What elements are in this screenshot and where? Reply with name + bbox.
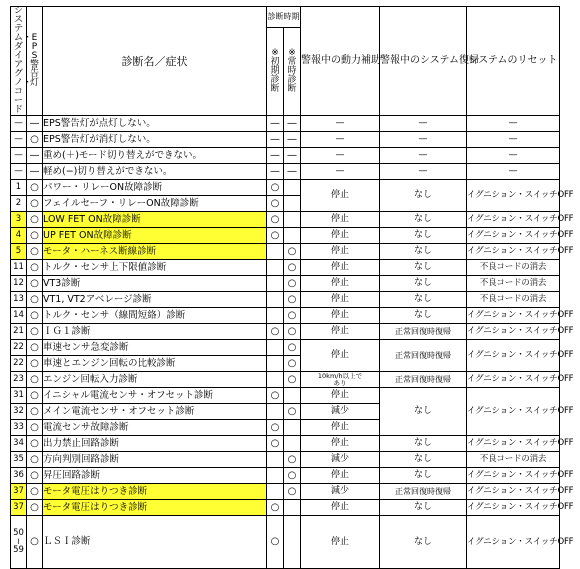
assist-cell: 停止	[301, 308, 380, 324]
initial-cell	[267, 244, 284, 260]
diagnosis-name-cell: 重め(＋)モード切り替えができない。	[43, 148, 267, 164]
restore-cell: —	[380, 116, 467, 132]
diagnosis-name-cell: 車速とエンジン回転の比較診断	[43, 356, 267, 372]
initial-cell	[267, 484, 284, 500]
initial-cell: ○	[267, 228, 284, 244]
table-row	[11, 388, 560, 404]
initial-cell: —	[267, 164, 284, 180]
lamp-cell: ○	[27, 308, 43, 324]
diagnosis-name-cell: パワー・リレーON故障診断	[43, 180, 267, 196]
initial-cell: —	[267, 148, 284, 164]
regular-cell: ○	[284, 356, 301, 372]
reset-cell: 不良コードの消去	[467, 276, 560, 292]
table-row	[11, 244, 560, 260]
restore-cell: なし	[380, 260, 467, 276]
table-row	[11, 500, 560, 516]
code-cell: 37	[11, 500, 27, 516]
lamp-cell: ○	[27, 196, 43, 212]
diagnosis-name-cell: EPS警告灯が消灯しない。	[43, 132, 267, 148]
diagnosis-name-cell: 車速センサ急変診断	[43, 340, 267, 356]
regular-cell: ○	[284, 276, 301, 292]
initial-cell: ○	[267, 180, 284, 196]
initial-cell	[267, 356, 284, 372]
code-cell: 11	[11, 260, 27, 276]
regular-cell: ○	[284, 484, 301, 500]
table-row	[11, 484, 560, 500]
reset-cell: イグニション・スイッチOFF	[467, 388, 560, 436]
initial-cell	[267, 292, 284, 308]
table-row	[11, 308, 560, 324]
initial-cell: ○	[267, 196, 284, 212]
regular-cell: ○	[284, 292, 301, 308]
assist-cell: 減少	[301, 404, 380, 420]
initial-cell: ○	[267, 212, 284, 228]
lamp-cell: ○	[27, 260, 43, 276]
code-cell: 23	[11, 372, 27, 388]
regular-cell	[284, 212, 301, 228]
restore-cell: なし	[380, 180, 467, 212]
table-row-lsi	[11, 516, 560, 569]
reset-cell: イグニション・スイッチOFF	[467, 516, 560, 569]
diagnosis-name-cell: 出力禁止回路診断	[43, 436, 267, 452]
assist-cell: 停止	[301, 340, 380, 372]
regular-cell: ○	[284, 324, 301, 340]
lamp-cell: ○	[27, 324, 43, 340]
initial-cell	[267, 404, 284, 420]
lamp-cell: ○	[27, 452, 43, 468]
table-row	[11, 164, 560, 180]
code-cell: 14	[11, 308, 27, 324]
assist-cell: 停止	[301, 324, 380, 340]
restore-cell: なし	[380, 292, 467, 308]
reset-cell: イグニション・スイッチOFF	[467, 340, 560, 372]
header-timing-group: 診断時期	[267, 7, 301, 28]
reset-cell: イグニション・スイッチOFF	[467, 484, 560, 500]
diagnosis-name-cell: UP FET ON故障診断	[43, 228, 267, 244]
lamp-cell: ○	[27, 420, 43, 436]
lamp-cell: —	[27, 148, 43, 164]
diagnosis-name-cell: 方向判別回路診断	[43, 452, 267, 468]
regular-cell: —	[284, 132, 301, 148]
lamp-cell: ○	[27, 516, 43, 569]
assist-cell: 停止	[301, 468, 380, 484]
header-reset: システムのリセット	[467, 7, 560, 116]
table-row	[11, 340, 560, 356]
diagnosis-name-cell: ＬＳＩ診断	[43, 516, 267, 569]
header-timing-regular: ※常時診断	[284, 27, 301, 115]
regular-cell	[284, 196, 301, 212]
initial-cell: ○	[267, 324, 284, 340]
reset-cell: イグニション・スイッチOFF	[467, 244, 560, 260]
lamp-cell: ○	[27, 356, 43, 372]
restore-cell: なし	[380, 436, 467, 452]
table-row	[11, 436, 560, 452]
lamp-cell: ○	[27, 244, 43, 260]
lamp-cell: ○	[27, 500, 43, 516]
initial-cell	[267, 308, 284, 324]
diagnosis-name-cell: 電流センサ故障診断	[43, 420, 267, 436]
assist-cell: 停止	[301, 388, 380, 404]
code-cell: 36	[11, 468, 27, 484]
header-assist: 警報中の動力補助	[301, 7, 380, 116]
initial-cell	[267, 276, 284, 292]
code-range-separator: ≀	[16, 536, 21, 547]
restore-cell: なし	[380, 452, 467, 468]
restore-cell: なし	[380, 516, 467, 569]
header-eps-lamp: EPS警告灯	[27, 7, 43, 116]
regular-cell	[284, 516, 301, 569]
diagnosis-name-cell: LOW FET ON故障診断	[43, 212, 267, 228]
diagnosis-name-cell: VT3診断	[43, 276, 267, 292]
code-cell: 1	[11, 180, 27, 196]
restore-cell: なし	[380, 212, 467, 228]
regular-cell	[284, 388, 301, 404]
diagnosis-name-cell: フェイルセーフ・リレーON故障診断	[43, 196, 267, 212]
table-row	[11, 372, 560, 388]
assist-cell: 停止	[301, 180, 380, 212]
regular-cell: ○	[284, 452, 301, 468]
diagnosis-name-cell: エンジン回転入力診断	[43, 372, 267, 388]
lamp-cell: ○	[27, 132, 43, 148]
assist-cell: —	[301, 116, 380, 132]
header-diagnosis-name: 診断名／症状	[43, 7, 267, 116]
initial-cell	[267, 452, 284, 468]
assist-cell: 停止	[301, 212, 380, 228]
lamp-cell: ○	[27, 212, 43, 228]
lamp-cell: ○	[27, 436, 43, 452]
assist-cell: 停止	[301, 500, 380, 516]
regular-cell: ○	[284, 244, 301, 260]
code-cell: —	[11, 148, 27, 164]
diagnosis-name-cell: モータ・ハーネス断線診断	[43, 244, 267, 260]
assist-cell: 停止	[301, 420, 380, 436]
diagnosis-name-cell: モータ電圧はりつき診断	[43, 484, 267, 500]
code-cell: 22	[11, 356, 27, 372]
diagnostic-code-table	[10, 6, 574, 569]
initial-cell: ○	[267, 500, 284, 516]
table-row	[11, 148, 560, 164]
initial-cell: —	[267, 132, 284, 148]
table-row	[11, 116, 560, 132]
restore-cell: 正常回復時復帰	[380, 324, 467, 340]
lamp-cell: ○	[27, 340, 43, 356]
code-cell: 32	[11, 404, 27, 420]
restore-cell: なし	[380, 244, 467, 260]
header-timing-initial: ※初期診断	[267, 27, 284, 115]
code-cell: 12	[11, 276, 27, 292]
diagnosis-name-cell: 昇圧回路診断	[43, 468, 267, 484]
regular-cell	[284, 420, 301, 436]
restore-cell: —	[380, 132, 467, 148]
restore-cell: なし	[380, 468, 467, 484]
reset-cell: イグニション・スイッチOFF	[467, 228, 560, 244]
reset-cell: イグニション・スイッチOFF	[467, 180, 560, 212]
table-row	[11, 276, 560, 292]
initial-cell	[267, 468, 284, 484]
reset-cell: —	[467, 116, 560, 132]
reset-cell: 不良コードの消去	[467, 292, 560, 308]
assist-cell: 減少	[301, 452, 380, 468]
initial-cell: ○	[267, 516, 284, 569]
diagnosis-name-cell: トルク・センサ上下限値診断	[43, 260, 267, 276]
header-restore: 警報中のシステム復帰	[380, 7, 467, 116]
table-row	[11, 212, 560, 228]
diagnosis-name-cell: ＩＧ１診断	[43, 324, 267, 340]
header-system-code: システム・ダイアグノ・コード	[11, 7, 27, 116]
restore-cell: —	[380, 148, 467, 164]
initial-cell: ○	[267, 436, 284, 452]
initial-cell: ○	[267, 420, 284, 436]
regular-cell: —	[284, 116, 301, 132]
code-cell: 4	[11, 228, 27, 244]
code-cell: —	[11, 116, 27, 132]
lamp-cell: ○	[27, 372, 43, 388]
code-cell: 3	[11, 212, 27, 228]
code-cell: —	[11, 132, 27, 148]
lamp-cell: ○	[27, 404, 43, 420]
table-row	[11, 292, 560, 308]
table-row	[11, 324, 560, 340]
lamp-cell: —	[27, 116, 43, 132]
reset-cell: —	[467, 164, 560, 180]
table-row	[11, 468, 560, 484]
code-cell: 2	[11, 196, 27, 212]
regular-cell: ○	[284, 260, 301, 276]
reset-cell: イグニション・スイッチOFF	[467, 372, 560, 388]
regular-cell: —	[284, 148, 301, 164]
assist-cell: 停止	[301, 260, 380, 276]
initial-cell: —	[267, 116, 284, 132]
initial-cell: ○	[267, 388, 284, 404]
restore-cell: なし	[380, 500, 467, 516]
diagnosis-name-cell: メイン電流センサ・オフセット診断	[43, 404, 267, 420]
regular-cell: ○	[284, 468, 301, 484]
table-row	[11, 228, 560, 244]
restore-cell: 正常回復時復帰	[380, 484, 467, 500]
reset-cell: 不良コードの消去	[467, 260, 560, 276]
regular-cell: —	[284, 164, 301, 180]
lamp-cell: ○	[27, 228, 43, 244]
code-cell: 34	[11, 436, 27, 452]
initial-cell	[267, 372, 284, 388]
reset-cell: —	[467, 148, 560, 164]
lamp-cell: —	[27, 164, 43, 180]
code-cell: —	[11, 164, 27, 180]
assist-cell: —	[301, 148, 380, 164]
reset-cell: イグニション・スイッチOFF	[467, 324, 560, 340]
diagnosis-name-cell: トルク・センサ（線間短絡）診断	[43, 308, 267, 324]
table-row	[11, 132, 560, 148]
assist-cell: 停止	[301, 516, 380, 569]
assist-cell: —	[301, 132, 380, 148]
table-row	[11, 180, 560, 196]
assist-cell: 停止	[301, 292, 380, 308]
restore-cell: 正常回復時復帰	[380, 372, 467, 388]
code-cell: 13	[11, 292, 27, 308]
lamp-cell: ○	[27, 484, 43, 500]
code-range-start: 50	[13, 528, 24, 539]
assist-cell: 停止	[301, 228, 380, 244]
reset-cell: イグニション・スイッチOFF	[467, 500, 560, 516]
assist-cell: 停止	[301, 276, 380, 292]
code-cell: 37	[11, 484, 27, 500]
code-cell: 5	[11, 244, 27, 260]
regular-cell	[284, 436, 301, 452]
restore-cell: なし	[380, 228, 467, 244]
code-cell: 31	[11, 388, 27, 404]
regular-cell	[284, 500, 301, 516]
restore-cell: —	[380, 164, 467, 180]
code-cell: 21	[11, 324, 27, 340]
diagnosis-name-cell: イニシャル電流センサ・オフセット診断	[43, 388, 267, 404]
code-range-end: 59	[13, 545, 24, 556]
assist-cell: —	[301, 164, 380, 180]
initial-cell	[267, 260, 284, 276]
lamp-cell: ○	[27, 276, 43, 292]
restore-cell: 正常回復時復帰	[380, 340, 467, 372]
code-range-cell	[11, 516, 27, 569]
reset-cell: —	[467, 132, 560, 148]
reset-cell: イグニション・スイッチOFF	[467, 308, 560, 324]
table-row	[11, 260, 560, 276]
regular-cell	[284, 228, 301, 244]
regular-cell: ○	[284, 372, 301, 388]
initial-cell	[267, 340, 284, 356]
assist-cell: 停止	[301, 436, 380, 452]
regular-cell: ○	[284, 340, 301, 356]
regular-cell: ○	[284, 404, 301, 420]
assist-cell: 停止	[301, 244, 380, 260]
reset-cell: 不良コードの消去	[467, 452, 560, 468]
restore-cell: なし	[380, 308, 467, 324]
regular-cell	[284, 180, 301, 196]
lamp-cell: ○	[27, 468, 43, 484]
assist-cell: 10km/h以上で あり	[301, 372, 380, 388]
restore-cell: なし	[380, 276, 467, 292]
code-cell: 22	[11, 340, 27, 356]
reset-cell: イグニション・スイッチOFF	[467, 212, 560, 228]
lamp-cell: ○	[27, 388, 43, 404]
diagnosis-name-cell: EPS警告灯が点灯しない。	[43, 116, 267, 132]
reset-cell: イグニション・スイッチOFF	[467, 468, 560, 484]
reset-cell: イグニション・スイッチOFF	[467, 436, 560, 452]
code-cell: 35	[11, 452, 27, 468]
restore-cell: なし	[380, 388, 467, 436]
diagnosis-name-cell: モータ電圧はりつき診断	[43, 500, 267, 516]
assist-cell: 減少	[301, 484, 380, 500]
lamp-cell: ○	[27, 292, 43, 308]
diagnosis-name-cell: 軽め(−)切り替えができない。	[43, 164, 267, 180]
table-row	[11, 452, 560, 468]
lamp-cell: ○	[27, 180, 43, 196]
diagnosis-name-cell: VT1, VT2アベレージ診断	[43, 292, 267, 308]
code-cell: 33	[11, 420, 27, 436]
regular-cell: ○	[284, 308, 301, 324]
diagnostic-code-sheet	[10, 6, 574, 569]
